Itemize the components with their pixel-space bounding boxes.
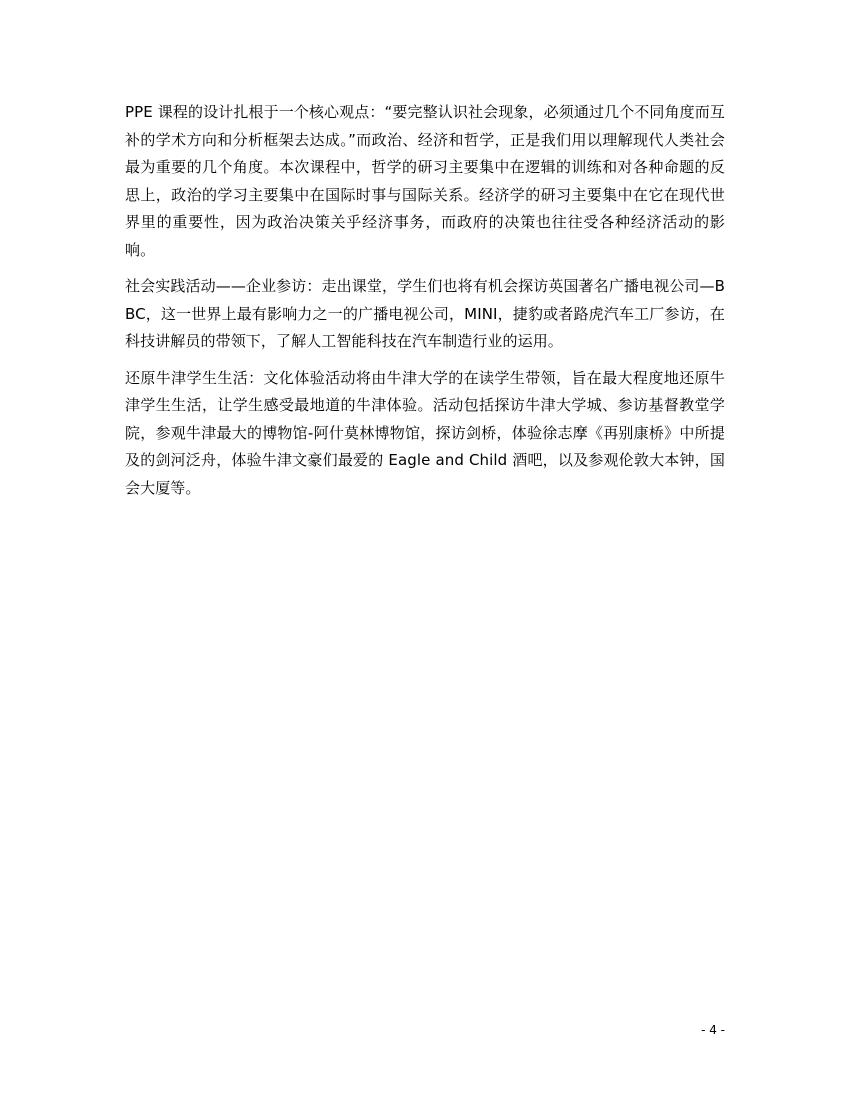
paragraph-company-visits: 社会实践活动——企业参访：走出课堂，学生们也将有机会探访英国著名广播电视公司—BBC，这一世界上最有影响力之一的广播电视公司，MINI，捷豹或者路虎汽车工厂参访，在科技讲解员的带领下，了解人工智能科技在汽车制造行业的运用。 xyxy=(125,277,725,350)
paragraph-ppe-course: PPE 课程的设计扎根于一个核心观点：“要完整认识社会现象，必须通过几个不同角度而互补的学术方向和分析框架去达成。”而政治、经济和哲学，正是我们用以理解现代人类社会最为重要的几个角度。本次课程中，哲学的研习主要集中在逻辑的训练和对各种命题的反思上，政治的学习主要集中在国际时事与国际关系。经济学的研习主要集中在它在现代世界里的重要性，因为政治决策关乎经济事务，而政府的决策也往往受各种经济活动的影响。 xyxy=(125,103,725,259)
document-body xyxy=(125,99,725,511)
paragraph-oxford-student-life: 还原牛津学生生活：文化体验活动将由牛津大学的在读学生带领，旨在最大程度地还原牛津学生生活，让学生感受最地道的牛津体验。活动包括探访牛津大学城、参访基督教堂学院，参观牛津最大的博物馆-阿什莫林博物馆，探访剑桥，体验徐志摩《再别康桥》中所提及的剑河泛舟，体验牛津文豪们最爱的 Eagle and Child 酒吧，以及参观伦敦大本钟，国会大厦等。 xyxy=(125,368,725,497)
page-number: - 4 - xyxy=(701,1023,725,1037)
